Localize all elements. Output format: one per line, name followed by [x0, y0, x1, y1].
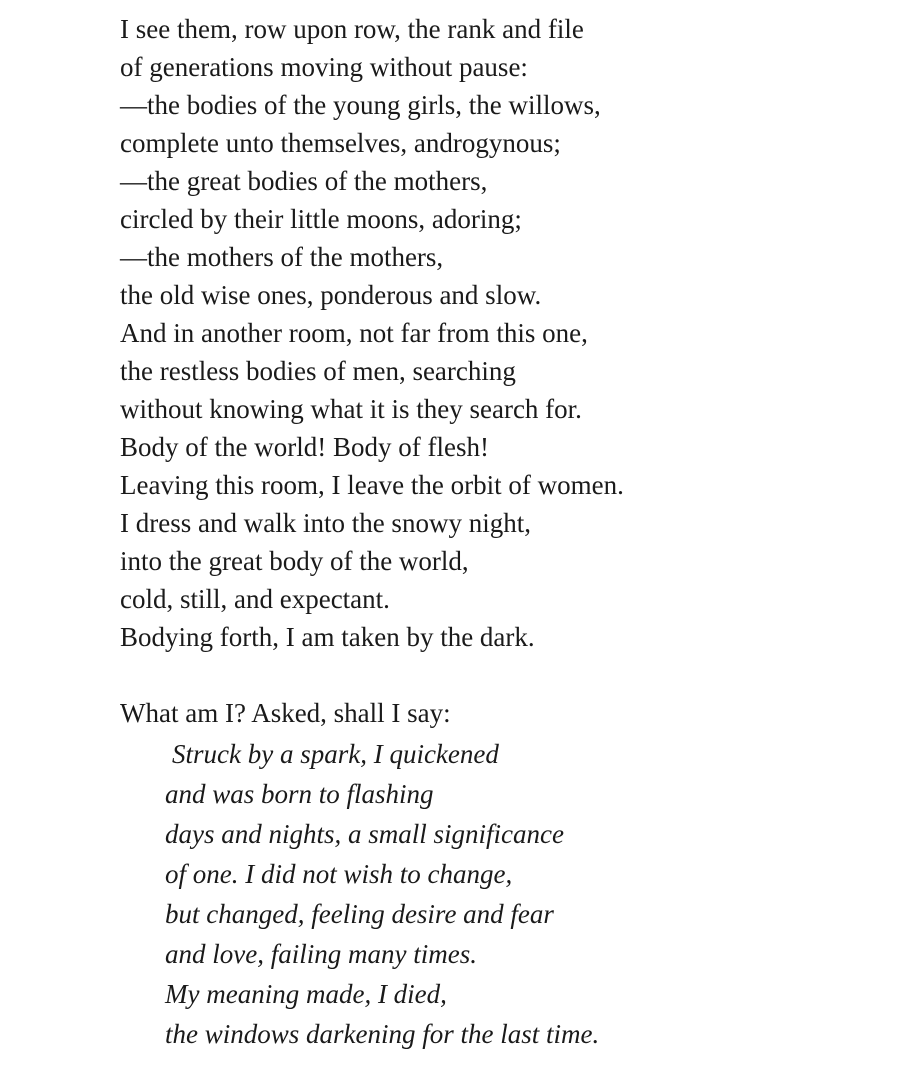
poem-line: What am I? Asked, shall I say: — [120, 698, 451, 728]
italic-line: but changed, feeling desire and fear — [165, 899, 554, 929]
poem-line: cold, still, and expectant. — [120, 584, 390, 614]
poem-line: circled by their little moons, adoring; — [120, 204, 522, 234]
poem-line: And in another room, not far from this one, — [120, 318, 588, 348]
poem-line: the restless bodies of men, searching — [120, 356, 516, 386]
stanza-break — [120, 656, 880, 694]
italic-line: days and nights, a small significance — [165, 819, 564, 849]
poem-line: I see them, row upon row, the rank and file — [120, 14, 584, 44]
poem-text — [120, 10, 880, 1054]
stanza-1 — [120, 10, 880, 656]
poem-line: the old wise ones, ponderous and slow. — [120, 280, 542, 310]
italic-line: and was born to flashing — [165, 779, 434, 809]
italic-line: Struck by a spark, I quickened — [172, 739, 499, 769]
italic-line: of one. I did not wish to change, — [165, 859, 513, 889]
italic-line: My meaning made, I died, — [165, 979, 447, 1009]
poem-line: —the great bodies of the mothers, — [120, 166, 488, 196]
poem-line: Bodying forth, I am taken by the dark. — [120, 622, 535, 652]
italic-line: and love, failing many times. — [165, 939, 477, 969]
poem-line: Body of the world! Body of flesh! — [120, 432, 489, 462]
italic-line: the windows darkening for the last time. — [165, 1019, 600, 1049]
poem-line: —the bodies of the young girls, the willows, — [120, 90, 601, 120]
poem-line: —the mothers of the mothers, — [120, 242, 444, 272]
poem-line: of generations moving without pause: — [120, 52, 528, 82]
stanza-2 — [120, 694, 880, 1054]
poem-line: Leaving this room, I leave the orbit of women. — [120, 470, 624, 500]
poem-line: without knowing what it is they search for. — [120, 394, 582, 424]
poem-line: into the great body of the world, — [120, 546, 469, 576]
poem-line: I dress and walk into the snowy night, — [120, 508, 531, 538]
italic-passage — [165, 734, 880, 1054]
poem-line: complete unto themselves, androgynous; — [120, 128, 561, 158]
